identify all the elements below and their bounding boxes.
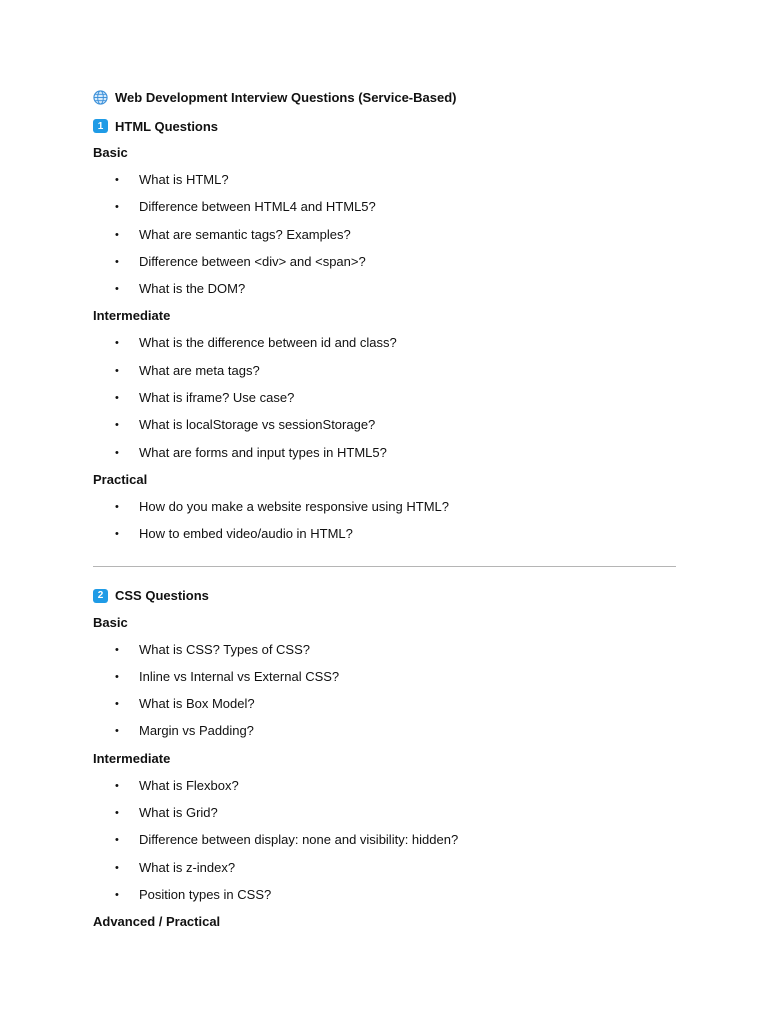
list-html-basic (93, 169, 676, 305)
subheading-css-intermediate: Intermediate (93, 750, 171, 766)
bullet: • (115, 779, 119, 792)
subheading-html-basic: Basic (93, 145, 128, 160)
question-text: What is localStorage vs sessionStorage? (139, 417, 376, 433)
question-text: Difference between HTML4 and HTML5? (139, 199, 376, 215)
bullet: • (115, 283, 119, 296)
document-page (93, 86, 676, 938)
question-text: What is z-index? (139, 859, 236, 875)
question-text: What is Box Model? (139, 696, 255, 712)
list-item (93, 666, 676, 693)
question-text: What are meta tags? (139, 362, 260, 378)
bullet: • (115, 834, 119, 847)
bullet: • (115, 255, 119, 268)
question-text: Position types in CSS? (139, 886, 272, 902)
bullet: • (115, 807, 119, 820)
list-item (93, 360, 676, 387)
list-item (93, 857, 676, 884)
bullet: • (115, 337, 119, 350)
list-css-intermediate (93, 775, 676, 911)
bullet: • (115, 698, 119, 711)
globe-icon (93, 90, 108, 105)
question-text: What are semantic tags? Examples? (139, 226, 351, 242)
subheading-html-practical: Practical (93, 471, 148, 487)
list-item (93, 196, 676, 223)
list-item (93, 387, 676, 414)
bullet: • (115, 174, 119, 186)
bullet: • (115, 888, 119, 901)
bullet: • (115, 419, 119, 432)
question-text: What is CSS? Types of CSS? (139, 641, 310, 657)
bullet: • (115, 201, 119, 214)
list-css-basic (93, 639, 676, 748)
bullet: • (115, 446, 119, 459)
section-heading-css (93, 585, 676, 607)
section-heading-text: CSS Questions (115, 588, 209, 604)
question-text: How do you make a website responsive using HTML? (139, 498, 449, 514)
question-text: Difference between display: none and visibility: hidden? (139, 832, 459, 848)
list-item (93, 639, 676, 666)
list-item (93, 442, 676, 469)
bullet: • (115, 670, 119, 683)
number-badge-1: 1 (93, 119, 108, 133)
horizontal-divider (93, 566, 676, 567)
list-html-intermediate (93, 332, 676, 468)
bullet: • (115, 861, 119, 874)
bullet: • (115, 528, 119, 541)
list-item (93, 332, 676, 359)
list-item (93, 169, 676, 196)
list-item (93, 278, 676, 305)
list-item (93, 802, 676, 829)
section-heading-html (93, 115, 676, 137)
bullet: • (115, 392, 119, 405)
question-text: What is iframe? Use case? (139, 390, 295, 406)
bullet: • (115, 725, 119, 738)
list-item (93, 829, 676, 856)
question-text: Difference between <div> and <span>? (139, 253, 366, 269)
subheading-html-intermediate: Intermediate (93, 308, 171, 324)
list-item (93, 224, 676, 251)
question-text: What are forms and input types in HTML5? (139, 444, 387, 460)
bullet: • (115, 364, 119, 377)
question-text: Margin vs Padding? (139, 723, 254, 739)
question-text: What is HTML? (139, 172, 229, 187)
list-item (93, 775, 676, 802)
list-item (93, 693, 676, 720)
section-heading-text: HTML Questions (115, 118, 219, 134)
subheading-css-basic: Basic (93, 614, 128, 630)
list-item (93, 884, 676, 911)
number-badge-2: 2 (93, 589, 108, 603)
question-text: What is Grid? (139, 805, 218, 821)
list-item (93, 720, 676, 747)
question-text: What is the difference between id and class? (139, 335, 397, 351)
subheading-css-advanced: Advanced / Practical (93, 914, 221, 930)
question-text: Inline vs Internal vs External CSS? (139, 668, 340, 684)
list-item (93, 523, 676, 550)
question-text: How to embed video/audio in HTML? (139, 526, 353, 542)
document-title (93, 86, 676, 108)
document-title-text: Web Development Interview Questions (Service-Based) (115, 89, 457, 105)
list-item (93, 496, 676, 523)
question-text: What is the DOM? (139, 281, 246, 297)
bullet: • (115, 500, 119, 513)
list-item (93, 414, 676, 441)
bullet: • (115, 643, 119, 656)
bullet: • (115, 228, 119, 241)
list-item (93, 251, 676, 278)
question-text: What is Flexbox? (139, 777, 239, 793)
list-html-practical (93, 496, 676, 551)
